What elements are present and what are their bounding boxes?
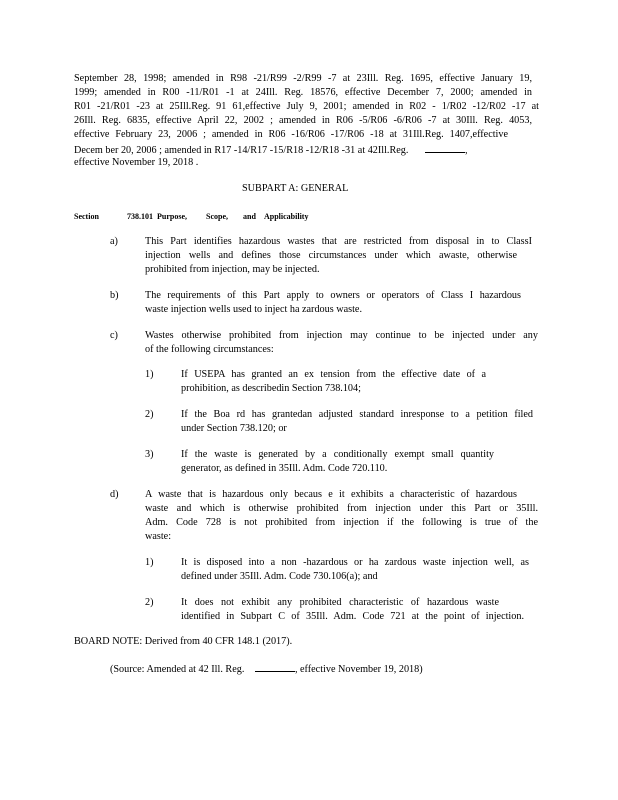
item-c3-line-2: generator, as defined in 35Ill. Adm. Code 720.110. [181, 463, 388, 474]
blank-line [425, 143, 465, 153]
item-d-line-4: waste: [145, 531, 172, 542]
item-a-line-1: This Part identifies hazardous wastes that are restricted from disposal in to ClassI [145, 236, 532, 247]
item-b-line-2: waste injection wells used to inject ha zardous waste. [145, 304, 362, 315]
item-d-line-1: A waste that is hazardous only becaus e it exhibits a characteristic of hazardous [145, 489, 517, 500]
item-b-line-1: The requirements of this Part apply to owners or operators of Class I hazardous [145, 290, 521, 301]
source-start: (Source: Amended at 42 Ill. Reg. [110, 664, 245, 675]
item-d-line-2: waste and which is otherwise prohibited from injection under this Part or 35Ill. [145, 503, 538, 514]
item-b-label: b) [110, 290, 119, 301]
history-end: , [464, 145, 468, 156]
item-d1-label: 1) [145, 557, 154, 568]
section-label: Section [74, 212, 99, 221]
section-title-scope: Scope, [206, 212, 228, 221]
item-d1-line-2: defined under 35Ill. Adm. Code 730.106(a); and [181, 571, 378, 582]
item-c-label: c) [110, 330, 118, 341]
board-note: BOARD NOTE: Derived from 40 CFR 148.1 (2017). [74, 636, 293, 647]
history-line-1: September 28, 1998; amended in R98 -21/R99 -2/R99 -7 at 23Ill. Reg. 1695, effective January 19, [74, 73, 532, 84]
item-c2-line-1: If the Boa rd has grantedan adjusted standard inresponse to a petition filed [181, 409, 533, 420]
item-d-line-3: Adm. Code 728 is not prohibited from injection if the following is true of the [145, 517, 538, 528]
section-title-and: and [243, 212, 256, 221]
source-end: , effective November 19, 2018) [294, 664, 423, 675]
history-line-5: effective February 23, 2006 ; amended in R06 -16/R06 -17/R06 -18 at 31Ill.Reg. 1407,effective [74, 129, 508, 140]
item-d2-label: 2) [145, 597, 154, 608]
item-d1-line-1: It is disposed into a non -hazardous or ha zardous waste injection well, as [181, 557, 529, 568]
item-a-line-3: prohibited from injection, may be injected. [145, 264, 320, 275]
item-c-line-1: Wastes otherwise prohibited from injection may continue to be injected under any [145, 330, 538, 341]
section-number: 738.101 [127, 212, 153, 221]
item-a-label: a) [110, 236, 118, 247]
item-d2-line-2: identified in Subpart C of 35Ill. Adm. Code 721 at the point of injection. [181, 611, 524, 622]
item-c1-line-1: If USEPA has granted an ex tension from the effective date of a [181, 369, 486, 380]
item-c-line-2: of the following circumstances: [145, 344, 274, 355]
item-a-line-2: injection wells and defines those circumstances under which awaste, otherwise [145, 250, 517, 261]
history-line-3: R01 -21/R01 -23 at 25Ill.Reg. 91 61,effective July 9, 2001; amended in R02 - 1/R02 -12/R02 -17 at [74, 101, 539, 112]
item-c3-label: 3) [145, 449, 154, 460]
source-note [110, 662, 423, 676]
history-line-6 [74, 143, 468, 157]
source-blank-line [255, 662, 295, 672]
item-c3-line-1: If the waste is generated by a conditionally exempt small quantity [181, 449, 494, 460]
item-d-label: d) [110, 489, 119, 500]
history-last-line: effective November 19, 2018 . [74, 157, 199, 168]
subpart-heading: SUBPART A: GENERAL [242, 183, 349, 194]
history-line-2: 1999; amended in R00 -11/R01 -1 at 24Ill. Reg. 18576, effective December 7, 2000; amended in [74, 87, 532, 98]
item-c2-label: 2) [145, 409, 154, 420]
section-title-purpose: Purpose, [157, 212, 187, 221]
item-d2-line-1: It does not exhibit any prohibited characteristic of hazardous waste [181, 597, 499, 608]
section-title-applicability: Applicability [264, 212, 309, 221]
item-c1-line-2: prohibition, as describedin Section 738.104; [181, 383, 361, 394]
history-line-4: 26Ill. Reg. 6835, effective April 22, 2002 ; amended in R06 -5/R06 -6/R06 -7 at 30Ill. Reg. 4053, [74, 115, 532, 126]
history-line-6-text: Decem ber 20, 2006 ; amended in R17 -14/R17 -15/R18 -12/R18 -31 at 42Ill.Reg. [74, 145, 409, 156]
item-c2-line-2: under Section 738.120; or [181, 423, 287, 434]
item-c1-label: 1) [145, 369, 154, 380]
